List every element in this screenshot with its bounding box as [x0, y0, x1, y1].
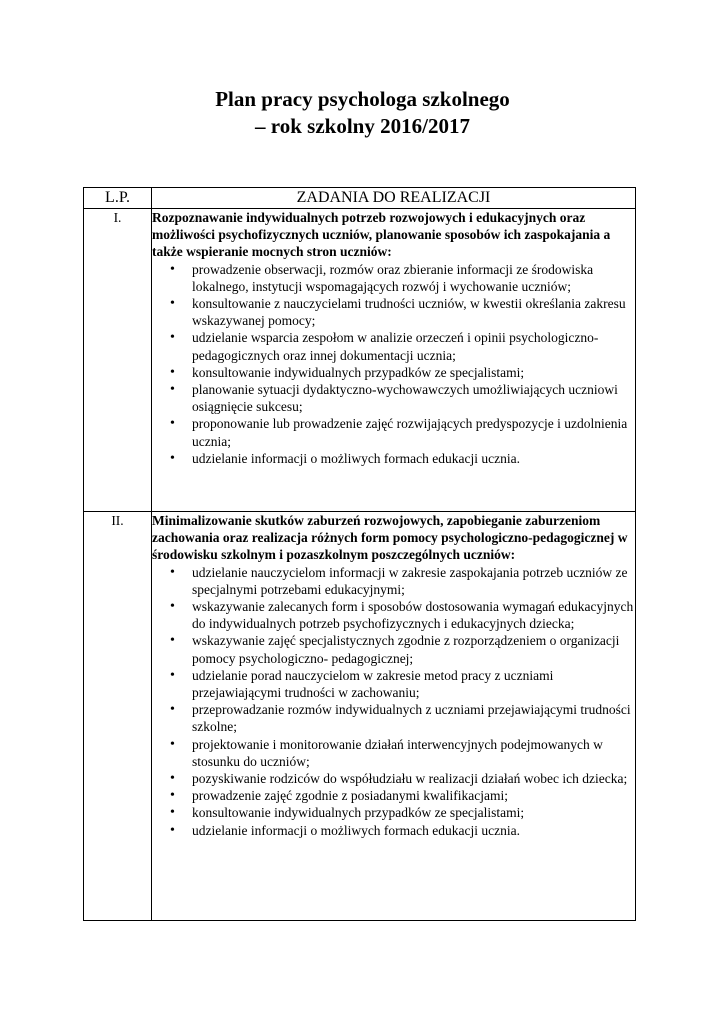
- row-number: II.: [84, 512, 152, 921]
- task-cell: [152, 512, 636, 921]
- header-tasks: ZADANIA DO REALIZACJI: [152, 188, 636, 209]
- table-row: [84, 209, 636, 512]
- title-line-1: Plan pracy psychologa szkolnego: [215, 87, 510, 111]
- table-header-row: [84, 188, 636, 209]
- list-item: • przeprowadzanie rozmów indywidualnych z uczniami przejawiającymi trudności szkolne;: [192, 701, 635, 735]
- list-item: • konsultowanie indywidualnych przypadków ze specjalistami;: [192, 804, 635, 821]
- list-item: • prowadzenie zajęć zgodnie z posiadanymi kwalifikacjami;: [192, 787, 635, 804]
- list-item: • konsultowanie indywidualnych przypadków ze specjalistami;: [192, 364, 635, 381]
- task-plan-table: [83, 187, 636, 921]
- list-item: • udzielanie porad nauczycielom w zakresie metod pracy z uczniami przejawiającymi trudności w zachowaniu;: [192, 667, 635, 701]
- header-lp: L.P.: [84, 188, 152, 209]
- list-item: • udzielanie nauczycielom informacji w zakresie zaspokajania potrzeb uczniów ze specjalnymi potrzebami edukacyjnymi;: [192, 564, 635, 598]
- task-heading: Minimalizowanie skutków zaburzeń rozwojowych, zapobieganie zaburzeniom zachowania oraz realizacja różnych form pomocy psychologiczno-pedagogicznej w środowisku szkolnym i pozaszkolnym poszczególnych uczniów:: [152, 513, 628, 563]
- list-item: • pozyskiwanie rodziców do współudziału w realizacji działań wobec ich dziecka;: [192, 770, 635, 787]
- list-item: • konsultowanie z nauczycielami trudności uczniów, w kwestii określania zakresu wskazywanej pomocy;: [192, 295, 635, 329]
- list-item: • udzielanie wsparcia zespołom w analizie orzeczeń i opinii psychologiczno-pedagogicznych oraz innej dokumentacji ucznia;: [192, 329, 635, 363]
- list-item: • udzielanie informacji o możliwych formach edukacji ucznia.: [192, 822, 635, 839]
- list-item: • planowanie sytuacji dydaktyczno-wychowawczych umożliwiających uczniowi osiągnięcie sukcesu;: [192, 381, 635, 415]
- task-cell: [152, 209, 636, 512]
- task-item-list: [152, 261, 635, 467]
- list-item: • projektowanie i monitorowanie działań interwencyjnych podejmowanych w stosunku do uczniów;: [192, 736, 635, 770]
- list-item: • wskazywanie zalecanych form i sposobów dostosowania wymagań edukacyjnych do indywidualnych potrzeb psychofizycznych i edukacyjnych dziecka;: [192, 598, 635, 632]
- task-item-list: [152, 564, 635, 839]
- document-title: [0, 86, 725, 140]
- list-item: • udzielanie informacji o możliwych formach edukacji ucznia.: [192, 450, 635, 467]
- list-item: • proponowanie lub prowadzenie zajęć rozwijających predyspozycje i uzdolnienia ucznia;: [192, 415, 635, 449]
- title-line-2: – rok szkolny 2016/2017: [255, 114, 470, 138]
- task-heading: Rozpoznawanie indywidualnych potrzeb rozwojowych i edukacyjnych oraz możliwości psychofizycznych uczniów, planowanie sposobów ich zaspokajania a także wspieranie mocnych stron uczniów:: [152, 210, 611, 260]
- list-item: • prowadzenie obserwacji, rozmów oraz zbieranie informacji ze środowiska lokalnego, instytucji wspomagających rozwój i wychowanie uczniów;: [192, 261, 635, 295]
- table-row: [84, 512, 636, 921]
- row-number: I.: [84, 209, 152, 512]
- list-item: • wskazywanie zajęć specjalistycznych zgodnie z rozporządzeniem o organizacji pomocy psychologiczno- pedagogicznej;: [192, 632, 635, 666]
